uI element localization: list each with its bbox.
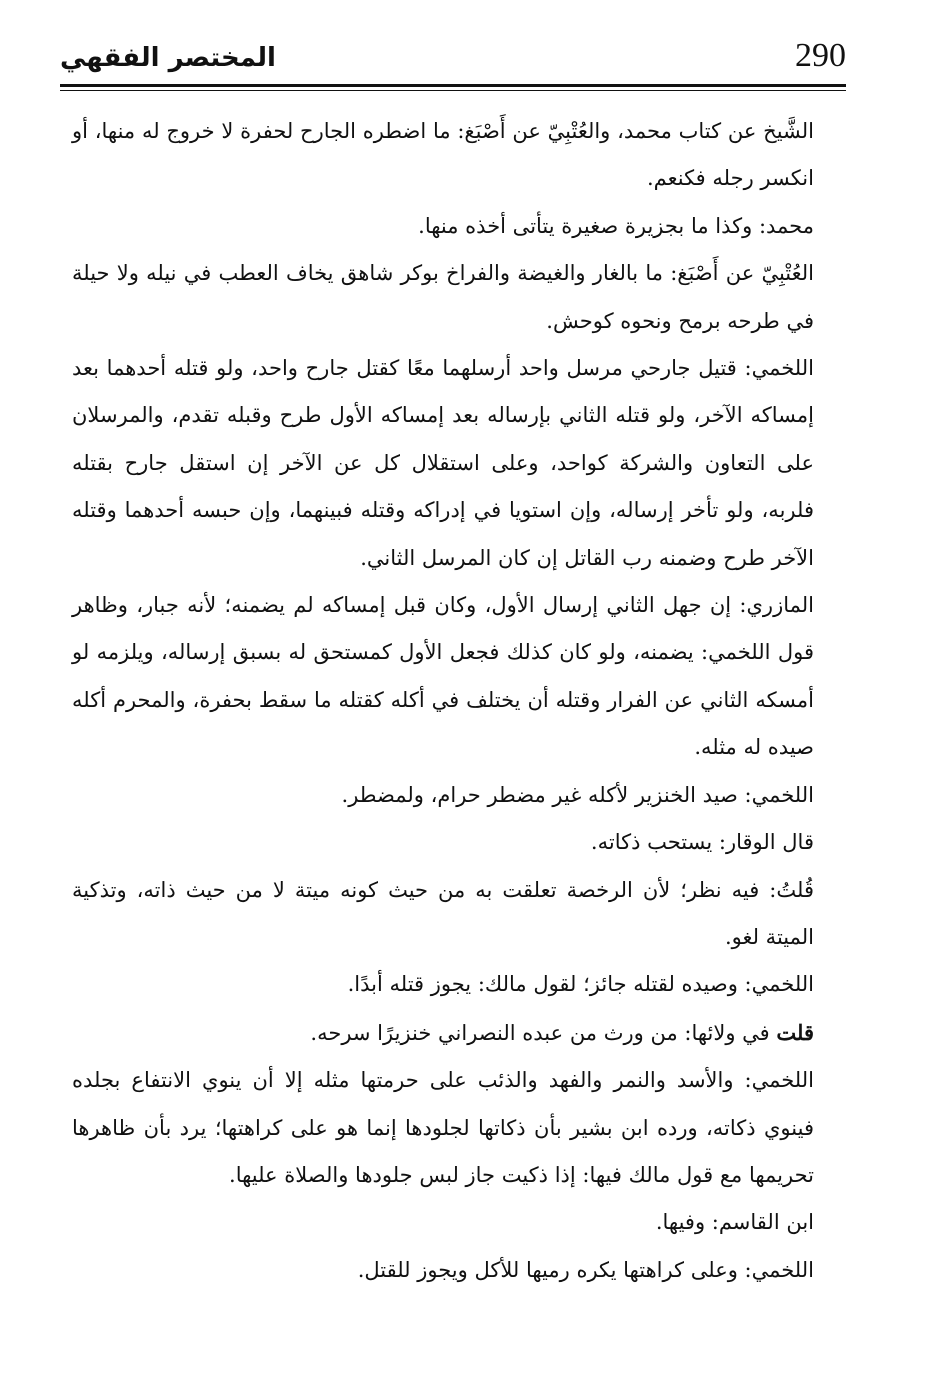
page-header [60,30,846,82]
paragraph-lead: قلت [776,1019,814,1045]
paragraph: ابن القاسم: وفيها. [655,1210,814,1235]
paragraph: الشَّيخ عن كتاب محمد، والعُتْبِيّ عن أَصْبَغ: ما اضطره الجارح لحفرة لا خروج له منها، أو انكسر رجله فكنعم. [72,119,814,191]
page-number: 290 [795,37,846,74]
paragraph: المازري: إن جهل الثاني إرسال الأول، وكان قبل إمساكه لم يضمنه؛ لأنه جبار، وظاهر قول اللخمي: يضمنه، ولو كان كذلك فجعل الأول كمستحق له بسبق إرساله، ويلزمه لو أمسكه الثاني عن الفرار وقتله أن يختلف في أكله كقتله ما سقط بحفرة، والمحرم أكله صيده له مثله. [72,593,814,760]
header-rule-thin [60,90,846,91]
header-rule-thick [60,84,846,87]
paragraph: اللخمي: صيد الخنزير لأكله غير مضطر حرام، ولمضطر. [341,782,814,807]
paragraph: اللخمي: قتيل جارحي مرسل واحد أرسلهما معًا كقتل جارح واحد، ولو قتله أحدهما بعد إمساكه الآخر، ولو قتله الثاني بإرساله بعد إمساكه الأول طرح وقبله تقدم، والمرسلان على التعاون والشركة كواحد، وعلى استقلال كل عن الآخر إن استقل جارح بقتله فلربه، ولو تأخر إرساله، وإن استويا في إدراكه وقتله فبينهما، وإن حبسه أحدهما وقتله الآخر طرح وضمنه رب القاتل إن كان المرسل الثاني. [72,356,814,570]
paragraph: قُلتُ: فيه نظر؛ لأن الرخصة تعلقت به من حيث كونه ميتة لا من حيث ذاته، وتذكية الميتة لغو. [72,877,814,949]
paragraph: اللخمي: والأسد والنمر والفهد والذئب على حرمتها مثله إلا أن ينوي الانتفاع بجلده فينوي ذكاته، ورده ابن بشير بأن ذكاتها لجلودها إنما هو على كراهتها؛ يرد بأن ظاهرها تحريمها مع قول مالك فيها: إذا ذكيت جاز لبس جلودها والصلاة عليها. [72,1068,814,1187]
paragraph [72,1009,844,1057]
paragraph: محمد: وكذا ما بجزيرة صغيرة يتأتى أخذه منها. [418,213,814,238]
paragraph-text: في ولائها: من ورث من عبده النصراني خنزيرًا سرحه. [310,1020,777,1045]
paragraph: العُتْبِيّ عن أَصْبَغ: ما بالغار والغيضة والفراخ بوكر شاهق يخاف العطب في نيله ولا حيلة في طرحه برمح ونحوه كوحش. [72,261,814,333]
paragraph: اللخمي: وعلى كراهتها يكره رميها للأكل ويجوز للقتل. [357,1257,814,1282]
paragraph: قال الوقار: يستحب ذكاته. [590,830,814,855]
paragraph: اللخمي: وصيده لقتله جائز؛ لقول مالك: يجوز قتله أبدًا. [347,972,814,997]
running-title: المختصر الفقهي [60,43,276,73]
page-body [72,108,844,1294]
